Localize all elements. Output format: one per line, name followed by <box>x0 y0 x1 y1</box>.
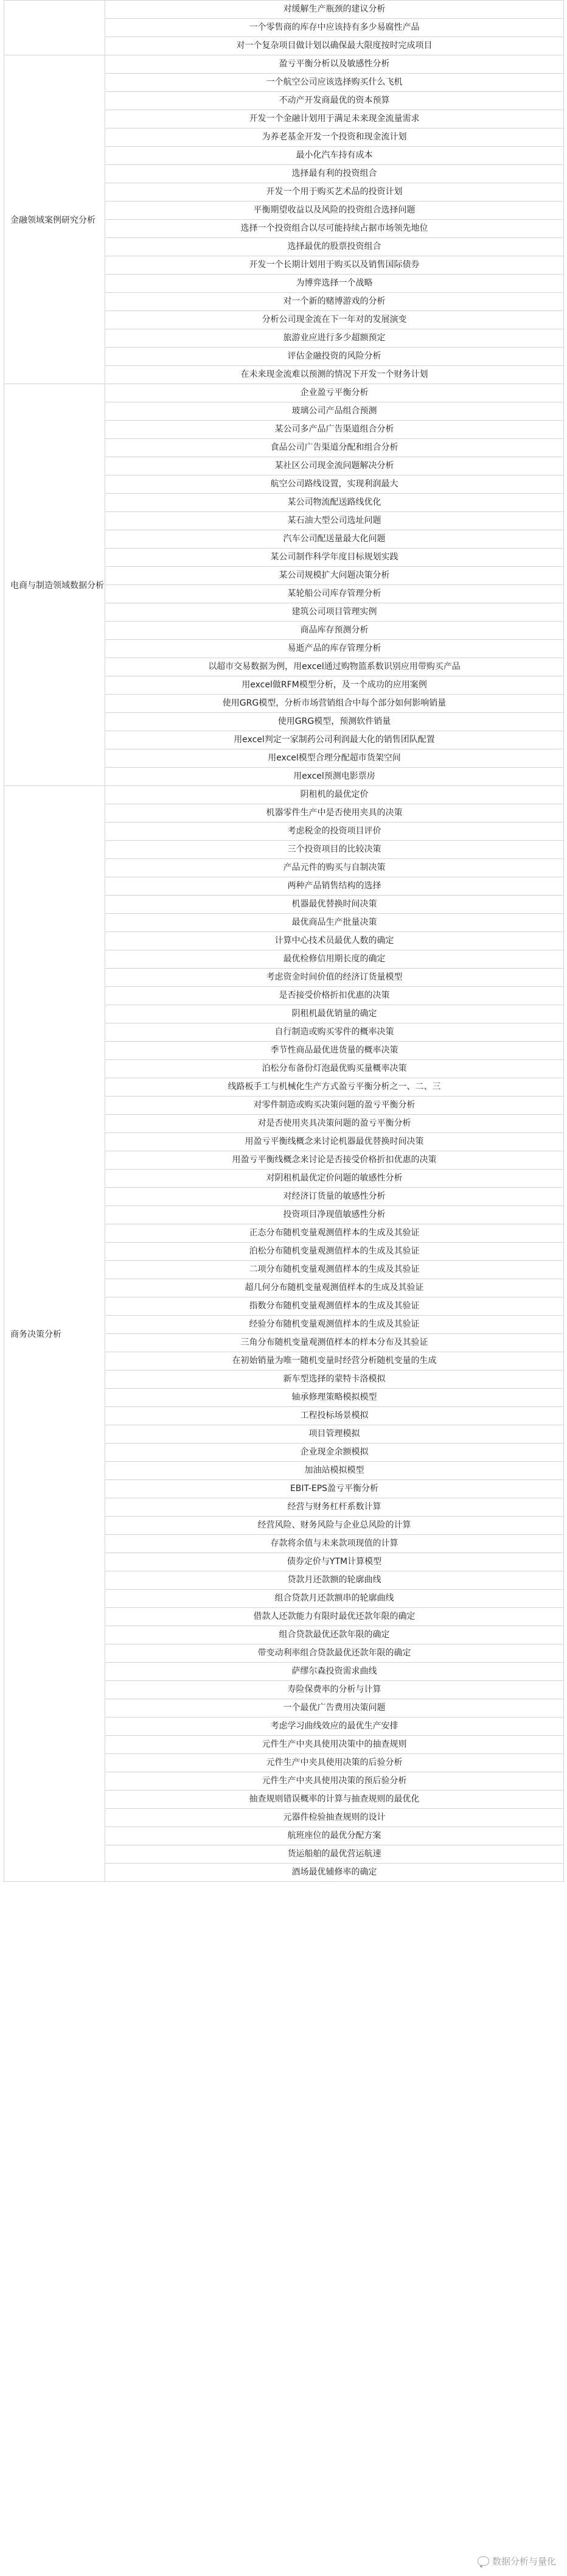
topic-cell: 经营风险、财务风险与企业总风险的计算 <box>105 1517 564 1535</box>
topic-cell: 超几何分布随机变量观测值样本的生成及其验证 <box>105 1279 564 1297</box>
topic-cell: 考虑税金的投资项目评价 <box>105 823 564 841</box>
table-row <box>4 384 564 402</box>
topic-cell: 抽查规则错误概率的计算与抽查规则的最优化 <box>105 1791 564 1809</box>
topic-cell: 使用GRG模型，分析市场营销组合中每个部分如何影响销量 <box>105 695 564 713</box>
topic-cell: 一个航空公司应该选择购买什么飞机 <box>105 74 564 92</box>
topic-cell: 泊松分布随机变量观测值样本的生成及其验证 <box>105 1243 564 1261</box>
topic-cell: 工程投标场景模拟 <box>105 1407 564 1425</box>
topic-cell: 某石油大型公司选址问题 <box>105 512 564 530</box>
topic-cell: 开发一个金融计划用于满足未来现金流量需求 <box>105 110 564 128</box>
topic-cell: 某公司制作科学年度目标规划实践 <box>105 549 564 567</box>
topic-cell: 是否接受价格折扣优惠的决策 <box>105 987 564 1005</box>
topic-cell: 易逝产品的库存管理分析 <box>105 640 564 658</box>
topic-cell: 最小化汽车持有成本 <box>105 147 564 165</box>
topic-cell: 产品元件的购买与自制决策 <box>105 859 564 877</box>
topic-cell: 建筑公司项目管理实例 <box>105 603 564 622</box>
topic-cell: 泊松分布备份灯泡最优购买量概率决策 <box>105 1060 564 1078</box>
topic-cell: 元件生产中夹具使用决策的预后验分析 <box>105 1772 564 1791</box>
topic-cell: 商品库存预测分析 <box>105 622 564 640</box>
topic-cell: 线路板手工与机械化生产方式盈亏平衡分析之一、二、三 <box>105 1078 564 1097</box>
topic-cell: 两种产品销售结构的选择 <box>105 877 564 896</box>
topic-cell: 萨缪尔森投资需求曲线 <box>105 1663 564 1681</box>
topic-cell: 为养老基金开发一个投资和现金流计划 <box>105 128 564 147</box>
topic-cell: 对零件制造或购买决策问题的盈亏平衡分析 <box>105 1097 564 1115</box>
topic-cell: 季节性商品最优进货量的概率决策 <box>105 1042 564 1060</box>
topic-cell: 不动产开发商最优的资本预算 <box>105 92 564 110</box>
table-row <box>4 1 564 19</box>
topic-cell: 最优商品生产批量决策 <box>105 914 564 932</box>
topic-cell: 加油站模拟模型 <box>105 1462 564 1480</box>
topic-cell: 汽车公司配送量最大化问题 <box>105 530 564 549</box>
topic-cell: 以超市交易数据为例，用excel通过购物篮系数识别应用带购买产品 <box>105 658 564 676</box>
category-cell <box>4 1 105 55</box>
topic-cell: 寿险保费率的分析与计算 <box>105 1681 564 1699</box>
topic-cell: 玻璃公司产品组合预测 <box>105 402 564 421</box>
topic-cell: 分析公司现金流在下一年对的发展演变 <box>105 311 564 329</box>
topic-cell: 对缓解生产瓶颈的建议分析 <box>105 1 564 19</box>
topic-cell: 机器零件生产中是否使用夹具的决策 <box>105 804 564 823</box>
topic-cell: 航班座位的最优分配方案 <box>105 1827 564 1845</box>
topic-cell: 旅游业应进行多少超额预定 <box>105 329 564 348</box>
topic-cell: 最优检修信用期长度的确定 <box>105 950 564 969</box>
topic-cell: 货运船舶的最优营运航速 <box>105 1845 564 1864</box>
topic-cell: 航空公司路线设置，实现利润最大 <box>105 476 564 494</box>
topic-cell: 债券定价与YTM计算模型 <box>105 1553 564 1571</box>
topic-cell: 平衡期望收益以及风险的投资组合选择问题 <box>105 202 564 220</box>
topic-cell: 用excel预测电影票房 <box>105 768 564 786</box>
topic-cell: 经营与财务杠杆系数计算 <box>105 1498 564 1517</box>
topic-cell: 借款人还款能力有限时最优还款年限的确定 <box>105 1608 564 1626</box>
topic-cell: 企业现金余额模拟 <box>105 1444 564 1462</box>
topic-cell: 选择最优的股票投资组合 <box>105 238 564 256</box>
topic-cell: 带变动利率组合贷款最优还款年限的确定 <box>105 1644 564 1663</box>
topic-cell: 项目管理模拟 <box>105 1425 564 1444</box>
watermark <box>478 2555 556 2567</box>
topic-cell: 在初始销量为唯一随机变量时经营分析随机变量的生成 <box>105 1352 564 1370</box>
topic-cell: 考虑资金时间价值的经济订货量模型 <box>105 969 564 987</box>
topic-cell: 使用GRG模型，预测软件销量 <box>105 713 564 731</box>
topic-cell: 选择最有利的投资组合 <box>105 165 564 183</box>
topic-cell: 考虑学习曲线效应的最优生产安排 <box>105 1718 564 1736</box>
topic-cell: 某社区公司现金流问题解决分析 <box>105 457 564 476</box>
topic-cell: 新车型选择的蒙特卡洛模拟 <box>105 1370 564 1389</box>
topic-cell: 为博弈选择一个战略 <box>105 275 564 293</box>
topic-cell: 轴承修理策略模拟模型 <box>105 1389 564 1407</box>
topic-cell: 三个投资项目的比较决策 <box>105 841 564 859</box>
topic-cell: 一个零售商的库存中应该持有多少易腐性产品 <box>105 19 564 37</box>
topic-cell: 评估金融投资的风险分析 <box>105 348 564 366</box>
topic-cell: 某轮船公司库存管理分析 <box>105 585 564 603</box>
wechat-icon <box>478 2557 489 2566</box>
topic-cell: 选择一个投资组合以尽可能持续占据市场领先地位 <box>105 220 564 238</box>
topic-cell: 阴租机的最优定价 <box>105 786 564 804</box>
category-cell: 电商与制造领域数据分析 <box>4 384 105 786</box>
topic-cell: 组合贷款月还款额串的轮廓曲线 <box>105 1590 564 1608</box>
topic-cell: EBIT-EPS盈亏平衡分析 <box>105 1480 564 1498</box>
topic-cell: 酒场最优辅修率的确定 <box>105 1864 564 1882</box>
topic-cell: 对是否使用夹具决策问题的盈亏平衡分析 <box>105 1115 564 1133</box>
topic-cell: 用excel模型合理分配超市货架空间 <box>105 749 564 768</box>
topic-cell: 元器件检验抽查规则的设计 <box>105 1809 564 1827</box>
topic-cell: 阴租机最优销量的确定 <box>105 1005 564 1023</box>
topic-cell: 元件生产中夹具使用决策的后验分析 <box>105 1754 564 1772</box>
topic-cell: 开发一个长期计划用于购买以及销售国际债券 <box>105 256 564 275</box>
topic-cell: 用盈亏平衡线概念来讨论机器最优替换时间决策 <box>105 1133 564 1151</box>
topic-cell: 用excel判定一家制药公司利润最大化的销售团队配置 <box>105 731 564 749</box>
topic-cell: 二项分布随机变量观测值样本的生成及其验证 <box>105 1261 564 1279</box>
topic-cell: 对阴租机最优定价问题的敏感性分析 <box>105 1170 564 1188</box>
topic-cell: 对一个复杂项目做计划以确保最大限度按时完成项目 <box>105 37 564 55</box>
topic-cell: 计算中心技术员最优人数的确定 <box>105 932 564 950</box>
topic-cell: 贷款月还款额的轮廓曲线 <box>105 1571 564 1590</box>
topics-table-body <box>4 1 564 1882</box>
topic-cell: 正态分布随机变量观测值样本的生成及其验证 <box>105 1224 564 1243</box>
topic-cell: 开发一个用于购买艺术品的投资计划 <box>105 183 564 202</box>
topic-cell: 食品公司广告渠道分配和组合分析 <box>105 439 564 457</box>
topics-table <box>4 0 564 1882</box>
category-cell: 商务决策分析 <box>4 786 105 1882</box>
topic-cell: 用excel做RFM模型分析，及一个成功的应用案例 <box>105 676 564 695</box>
category-cell: 金融领域案例研究分析 <box>4 55 105 384</box>
topic-cell: 机器最优替换时间决策 <box>105 896 564 914</box>
topic-cell: 一个最优广告费用决策问题 <box>105 1699 564 1718</box>
topic-cell: 经验分布随机变量观测值样本的生成及其验证 <box>105 1316 564 1334</box>
topic-cell: 用盈亏平衡线概念来讨论是否接受价格折扣优惠的决策 <box>105 1151 564 1170</box>
topic-cell: 对经济订货量的敏感性分析 <box>105 1188 564 1206</box>
topic-cell: 元件生产中夹具使用决策中的抽查规则 <box>105 1736 564 1754</box>
topic-cell: 在未来现金流难以预测的情况下开发一个财务计划 <box>105 366 564 384</box>
topic-cell: 组合贷款最优还款年限的确定 <box>105 1626 564 1644</box>
table-row <box>4 55 564 74</box>
topic-cell: 指数分布随机变量观测值样本的生成及其验证 <box>105 1297 564 1316</box>
topic-cell: 企业盈亏平衡分析 <box>105 384 564 402</box>
watermark-text: 数据分析与量化 <box>492 2556 556 2567</box>
topic-cell: 自行制造或购买零件的概率决策 <box>105 1023 564 1042</box>
topic-cell: 投资项目净现值敏感性分析 <box>105 1206 564 1224</box>
topic-cell: 某公司物流配送路线优化 <box>105 494 564 512</box>
topic-cell: 某公司多产品广告渠道组合分析 <box>105 421 564 439</box>
table-row <box>4 786 564 804</box>
topic-cell: 三角分布随机变量观测值样本的样本分布及其验证 <box>105 1334 564 1352</box>
topic-cell: 盈亏平衡分析以及敏感性分析 <box>105 55 564 74</box>
topic-cell: 对一个新的赌博游戏的分析 <box>105 293 564 311</box>
topic-cell: 某公司规模扩大问题决策分析 <box>105 567 564 585</box>
topic-cell: 存款将余值与未来款项现值的计算 <box>105 1535 564 1553</box>
